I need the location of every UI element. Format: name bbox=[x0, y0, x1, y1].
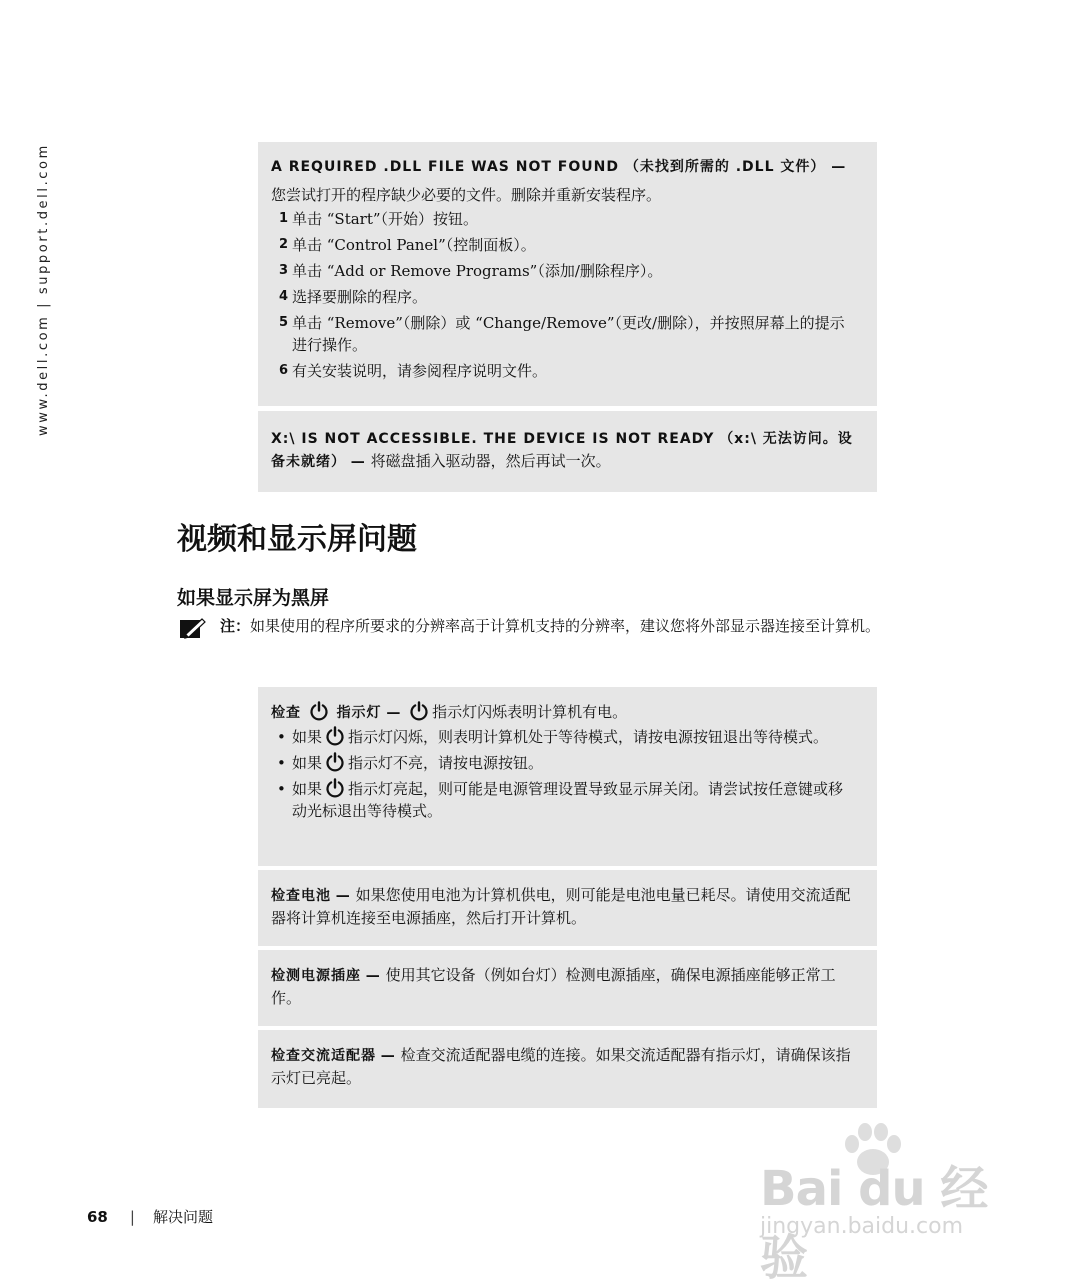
step-text: 选择要删除的程序。 bbox=[292, 288, 428, 306]
page-footer bbox=[87, 1206, 213, 1227]
step-text: 有关安装说明，请参阅程序说明文件。 bbox=[292, 362, 548, 380]
page-number: 68 bbox=[87, 1208, 108, 1226]
power-title-a: 检查 bbox=[271, 705, 301, 721]
step-number: 1 bbox=[279, 211, 289, 226]
bullet-text: 指示灯闪烁，则表明计算机处于等待模式，请按电源按钮退出等待模式。 bbox=[348, 728, 829, 746]
step-text: 单击 “Start”（开始）按钮。 bbox=[292, 210, 479, 228]
watermark-brand: Bai du 经验 bbox=[760, 1161, 988, 1286]
note-label: 注： bbox=[220, 617, 251, 635]
section-title: 视频和显示屏问题 bbox=[177, 522, 417, 557]
note-block bbox=[180, 616, 960, 637]
power-icon bbox=[409, 701, 429, 721]
step-item bbox=[271, 360, 857, 382]
power-icon bbox=[309, 701, 329, 721]
power-title-b: 指示灯 bbox=[336, 705, 382, 721]
power-light-heading bbox=[271, 701, 857, 724]
note-text: 如果使用的程序所要求的分辨率高于计算机支持的分辨率，建议您将外部显示器连接至计算机。 bbox=[250, 617, 881, 635]
dll-error-box bbox=[258, 142, 877, 406]
drive-error-box bbox=[258, 411, 877, 492]
adapter-title: 检查交流适配器 bbox=[271, 1048, 376, 1064]
drive-error-content bbox=[271, 427, 857, 473]
step-item bbox=[271, 208, 857, 230]
power-light-description: 指示灯闪烁表明计算机有电。 bbox=[432, 703, 628, 721]
heading-dash: — bbox=[335, 888, 351, 904]
step-item bbox=[271, 286, 857, 308]
pencil-note-icon bbox=[180, 618, 206, 640]
power-icon bbox=[325, 752, 345, 772]
battery-text: 如果您使用电池为计算机供电，则可能是电池电量已耗尽。请使用交流适配器将计算机连接至电源插座，然后打开计算机。 bbox=[271, 886, 851, 927]
outlet-title: 检测电源插座 bbox=[271, 968, 361, 984]
heading-dash: — bbox=[380, 1048, 396, 1064]
baidu-watermark bbox=[752, 1120, 1004, 1286]
drive-error-title-cn: （x:\ 无法访问。设备未就绪） bbox=[271, 431, 853, 470]
step-number: 3 bbox=[279, 263, 289, 278]
adapter-text: 检查交流适配器电缆的连接。如果交流适配器有指示灯，请确保该指示灯已亮起。 bbox=[271, 1046, 851, 1087]
bullet-pre: 如果 bbox=[292, 754, 323, 772]
power-icon bbox=[325, 726, 345, 746]
side-url[interactable]: www.dell.com | support.dell.com bbox=[36, 143, 51, 436]
dll-steps-list bbox=[271, 208, 857, 382]
step-item bbox=[271, 260, 857, 282]
dll-error-title-en: A REQUIRED .DLL FILE WAS NOT FOUND bbox=[271, 159, 619, 175]
bullet-item bbox=[271, 752, 857, 774]
drive-error-title-en: X:\ IS NOT ACCESSIBLE. THE DEVICE IS NOT READY bbox=[271, 431, 715, 447]
subsection-title: 如果显示屏为黑屏 bbox=[177, 587, 330, 609]
drive-error-text: 将磁盘插入驱动器，然后再试一次。 bbox=[370, 452, 611, 470]
step-text: 单击 “Control Panel”（控制面板）。 bbox=[292, 236, 536, 254]
dll-error-title-cn: （未找到所需的 .DLL 文件） bbox=[624, 159, 826, 175]
bullet-item bbox=[271, 726, 857, 748]
dll-error-description: 您尝试打开的程序缺少必要的文件。删除并重新安装程序。 bbox=[271, 186, 662, 204]
bullet-pre: 如果 bbox=[292, 728, 323, 746]
step-text: 单击 “Add or Remove Programs”（添加/删除程序）。 bbox=[292, 262, 663, 280]
step-item bbox=[271, 234, 857, 256]
outlet-box bbox=[258, 950, 877, 1026]
power-light-box bbox=[258, 687, 877, 866]
heading-dash: — bbox=[350, 454, 366, 470]
heading-dash: — bbox=[365, 968, 381, 984]
footer-section: 解决问题 bbox=[152, 1208, 213, 1226]
bullet-pre: 如果 bbox=[292, 780, 323, 798]
step-number: 2 bbox=[279, 237, 289, 252]
step-item bbox=[271, 312, 857, 356]
dll-error-heading bbox=[271, 156, 857, 178]
footer-separator: | bbox=[129, 1208, 135, 1226]
bullet-item bbox=[271, 778, 857, 822]
step-text: 单击 “Remove”（删除）或 “Change/Remove”（更改/删除），并按照屏幕上的提示进行操作。 bbox=[292, 314, 845, 354]
outlet-text: 使用其它设备（例如台灯）检测电源插座，确保电源插座能够正常工作。 bbox=[271, 966, 836, 1007]
adapter-box bbox=[258, 1030, 877, 1108]
bullet-text: 指示灯不亮，请按电源按钮。 bbox=[348, 754, 544, 772]
heading-dash: — bbox=[386, 705, 402, 721]
step-number: 6 bbox=[279, 363, 289, 378]
battery-box bbox=[258, 870, 877, 946]
power-icon bbox=[325, 778, 345, 798]
step-number: 4 bbox=[279, 289, 289, 304]
bullet-text: 指示灯亮起，则可能是电源管理设置导致显示屏关闭。请尝试按任意键或移动光标退出等待模式。 bbox=[292, 780, 844, 820]
watermark-url[interactable]: jingyan.baidu.com bbox=[760, 1214, 964, 1239]
power-bullets-list bbox=[271, 726, 857, 822]
step-number: 5 bbox=[279, 315, 289, 330]
heading-dash: — bbox=[831, 159, 847, 175]
battery-title: 检查电池 bbox=[271, 888, 331, 904]
